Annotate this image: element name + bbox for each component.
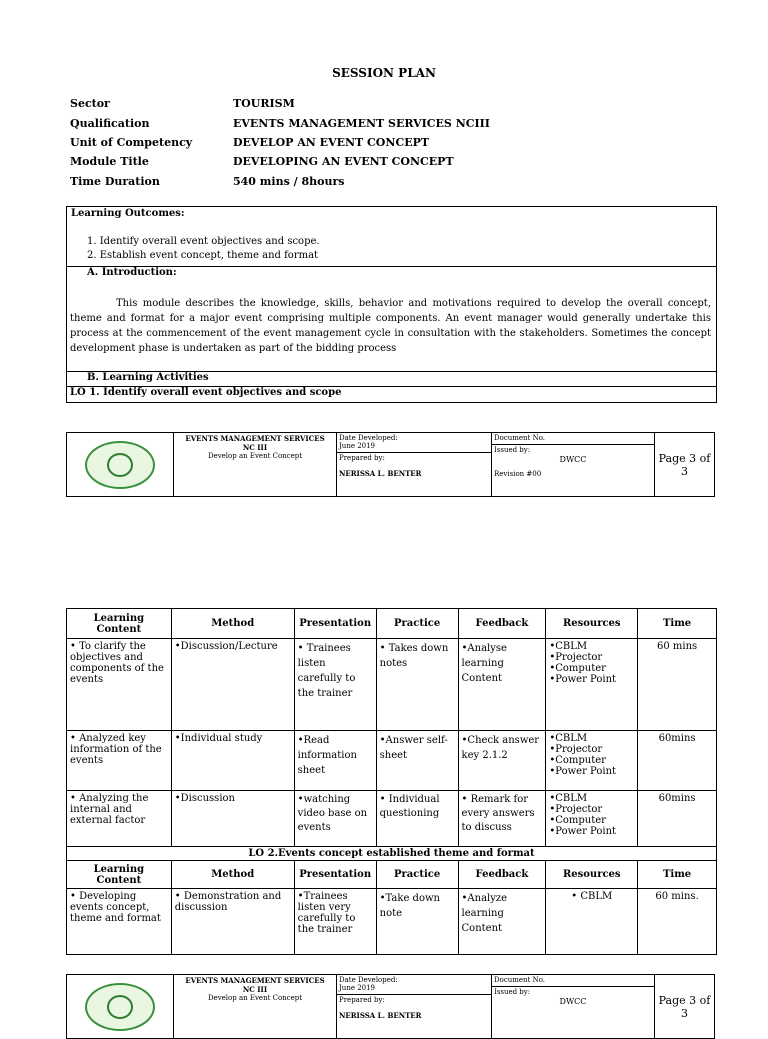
cell-content: • Analyzed key information of the events [67, 731, 172, 791]
cell-feedback: •Analyze learning Content [458, 889, 546, 955]
footer-docno-label: Document No. [494, 976, 546, 984]
logo-cell [67, 975, 174, 1039]
footer-prepared-value: NERISSA L. BENTER [339, 469, 422, 478]
cell-method: •Individual study [171, 731, 294, 791]
resource-item: • CBLM [571, 891, 613, 902]
meta-label-qualification: Qualification [70, 117, 150, 130]
header-method: Method [171, 861, 294, 889]
footer-prepared-label: Prepared by: [337, 452, 491, 463]
footer-org-line: NC III [242, 985, 268, 994]
cell-practice: • Takes down notes [376, 639, 458, 731]
footer-date-cell [337, 433, 492, 497]
header-feedback: Feedback [458, 861, 546, 889]
resource-item: •Projector [549, 744, 603, 755]
footer-revision: Revision #00 [494, 470, 542, 478]
cell-presentation: •watching video base on events [294, 791, 376, 847]
table-row [67, 889, 717, 955]
resource-item: •CBLM [549, 641, 588, 652]
header-resources: Resources [546, 861, 638, 889]
meta-label-unit: Unit of Competency [70, 136, 193, 149]
resource-item: •Power Point [549, 766, 617, 777]
cell-presentation: • Trainees listen carefully to the trainer [294, 639, 376, 731]
resource-item: •CBLM [549, 733, 588, 744]
header-resources: Resources [546, 609, 638, 639]
lo1-heading: LO 1. Identify overall event objectives and scope [70, 387, 342, 398]
document-footer [66, 974, 715, 1039]
footer-docno-cell [492, 433, 655, 497]
cell-presentation: •Read information sheet [294, 731, 376, 791]
meta-label-sector: Sector [70, 97, 110, 110]
resource-item: •Projector [549, 652, 603, 663]
resource-item: •Projector [549, 804, 603, 815]
logo-cell [67, 433, 174, 497]
header-time: Time [638, 861, 717, 889]
footer-date-label: Date Developed: [339, 434, 398, 442]
footer-issued-value: DWCC [559, 997, 587, 1006]
resource-item: •Computer [549, 663, 606, 674]
cell-practice: • Individual questioning [376, 791, 458, 847]
cell-content: • Developing events concept, theme and format [67, 889, 172, 955]
table-row [67, 791, 717, 847]
resource-item: •Computer [549, 815, 606, 826]
footer-prepared-label: Prepared by: [337, 994, 491, 1005]
meta-value-qualification: EVENTS MANAGEMENT SERVICES NCIII [233, 117, 490, 130]
header-feedback: Feedback [458, 609, 546, 639]
footer-docno-label: Document No. [494, 434, 546, 442]
footer-org [174, 433, 337, 497]
cell-time: 60 mins [638, 639, 717, 731]
cell-practice: •Take down note [376, 889, 458, 955]
cell-resources [546, 889, 638, 955]
cell-resources [546, 639, 638, 731]
footer-org-line: EVENTS MANAGEMENT SERVICES [185, 434, 325, 443]
footer-org-line: Develop an Event Concept [207, 452, 303, 460]
meta-value-unit: DEVELOP AN EVENT CONCEPT [233, 136, 430, 149]
meta-label-duration: Time Duration [70, 175, 160, 188]
footer-date-cell [337, 975, 492, 1039]
page-title: SESSION PLAN [332, 66, 436, 80]
table-row [67, 731, 717, 791]
cell-resources [546, 791, 638, 847]
header-presentation: Presentation [294, 861, 376, 889]
footer-issued-value: DWCC [559, 455, 587, 464]
cell-practice: •Answer self-sheet [376, 731, 458, 791]
footer-issued-label: Issued by: [492, 986, 654, 997]
header-presentation: Presentation [294, 609, 376, 639]
header-practice: Practice [376, 609, 458, 639]
table-row [67, 639, 717, 731]
header-time: Time [638, 609, 717, 639]
resource-item: •Power Point [549, 674, 617, 685]
footer-issued-label: Issued by: [492, 444, 654, 455]
cell-resources [546, 731, 638, 791]
meta-label-module: Module Title [70, 155, 149, 168]
resource-item: •Power Point [549, 826, 617, 837]
header-method: Method [171, 609, 294, 639]
school-seal-logo [85, 983, 155, 1031]
footer-org-line: NC III [242, 443, 268, 452]
resource-item: •CBLM [549, 793, 588, 804]
learning-activities-heading: B. Learning Activities [87, 372, 209, 383]
cell-content: • To clarify the objectives and components of the events [67, 639, 172, 731]
cell-time: 60 mins. [638, 889, 717, 955]
resource-item: •Computer [549, 755, 606, 766]
document-footer [66, 432, 715, 497]
introduction-heading: A. Introduction: [87, 267, 177, 278]
header-learning-content: Learning Content [67, 861, 172, 889]
school-seal-logo [85, 441, 155, 489]
footer-date-value: June 2019 [339, 442, 376, 450]
learning-outcomes-box [66, 206, 717, 403]
footer-page: Page 3 of 3 [655, 975, 715, 1039]
cell-method: •Discussion/Lecture [171, 639, 294, 731]
cell-time: 60mins [638, 731, 717, 791]
footer-org [174, 975, 337, 1039]
learning-outcomes-heading: Learning Outcomes: [71, 208, 185, 219]
learning-outcome-item: 2. Establish event concept, theme and format [87, 250, 319, 261]
cell-presentation: •Trainees listen very carefully to the trainer [294, 889, 376, 955]
cell-method: • Demonstration and discussion [171, 889, 294, 955]
footer-date-value: June 2019 [339, 984, 376, 992]
footer-page: Page 3 of 3 [655, 433, 715, 497]
meta-value-sector: TOURISM [233, 97, 295, 110]
cell-content: • Analyzing the internal and external factor [67, 791, 172, 847]
header-practice: Practice [376, 861, 458, 889]
footer-org-line: EVENTS MANAGEMENT SERVICES [185, 976, 325, 985]
header-learning-content: Learning Content [67, 609, 172, 639]
footer-prepared-value: NERISSA L. BENTER [339, 1011, 422, 1020]
meta-value-module: DEVELOPING AN EVENT CONCEPT [233, 155, 454, 168]
footer-org-line: Develop an Event Concept [207, 994, 303, 1002]
learning-outcome-item: 1. Identify overall event objectives and scope. [87, 236, 320, 247]
cell-time: 60mins [638, 791, 717, 847]
footer-date-label: Date Developed: [339, 976, 398, 984]
lo2-heading: LO 2.Events concept established theme and format [67, 847, 717, 861]
footer-docno-cell [492, 975, 655, 1039]
cell-method: •Discussion [171, 791, 294, 847]
cell-feedback: •Analyse learning Content [458, 639, 546, 731]
meta-value-duration: 540 mins / 8hours [233, 175, 345, 188]
introduction-text: This module describes the knowledge, skills, behavior and motivations required to develop the overall concept, theme and format for a major event comprising multiple components. An event manager would generally undertake this process at the commencement of the event management cycle in consultation with the stakeholders. Sometimes the concept development phase is undertaken as part of the bidding process [70, 298, 711, 354]
cell-feedback: • Remark for every answers to discuss [458, 791, 546, 847]
cell-feedback: •Check answer key 2.1.2 [458, 731, 546, 791]
learning-activities-table [66, 608, 717, 955]
